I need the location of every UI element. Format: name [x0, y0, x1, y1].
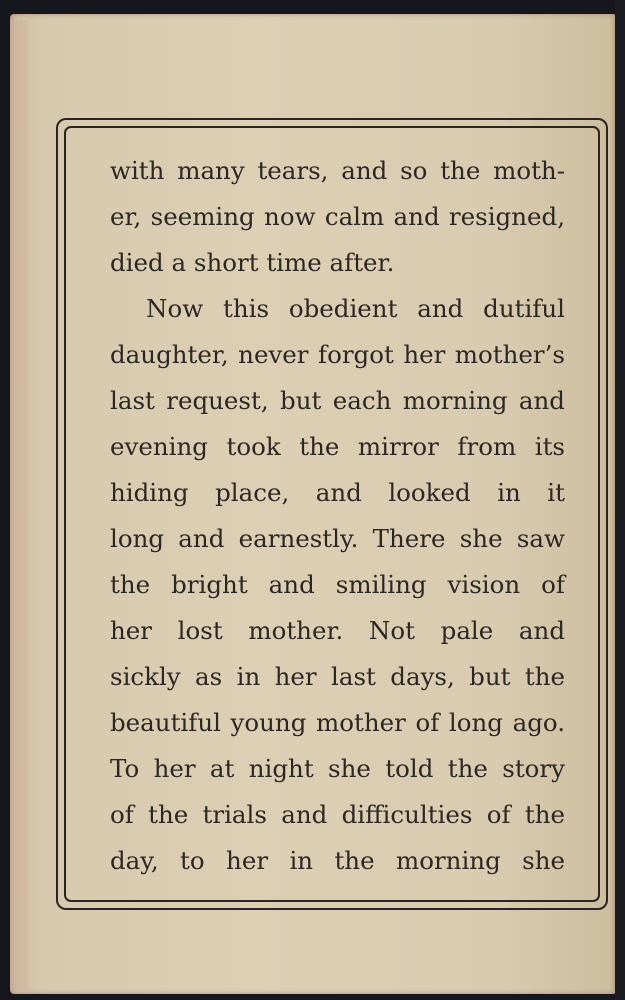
text-line: the bright and smiling vision of — [110, 570, 565, 599]
text-line: daughter, never forgot her mother’s — [110, 340, 565, 369]
text-line: evening took the mirror from its — [110, 432, 565, 461]
text-line: of the trials and difficulties of the — [110, 800, 565, 829]
text-line: er, seeming now calm and resigned, — [110, 202, 565, 231]
text-line: last request, but each morning and — [110, 386, 565, 415]
text-line: hiding place, and looked in it — [110, 478, 565, 507]
page-text — [110, 148, 565, 884]
text-line: her lost mother. Not pale and — [110, 616, 565, 645]
text-line: To her at night she told the story — [110, 754, 565, 783]
text-line: Now this obedient and dutiful — [146, 294, 565, 323]
text-line: long and earnestly. There she saw — [110, 524, 565, 553]
text-line: day, to her in the morning she — [110, 846, 565, 875]
book-gutter — [615, 0, 625, 1000]
text-line: died a short time after. — [110, 248, 395, 277]
text-line: sickly as in her last days, but the — [110, 662, 565, 691]
page-stack-edge — [10, 20, 28, 990]
text-line: beautiful young mother of long ago. — [110, 708, 565, 737]
text-line: with many tears, and so the moth- — [110, 156, 565, 185]
